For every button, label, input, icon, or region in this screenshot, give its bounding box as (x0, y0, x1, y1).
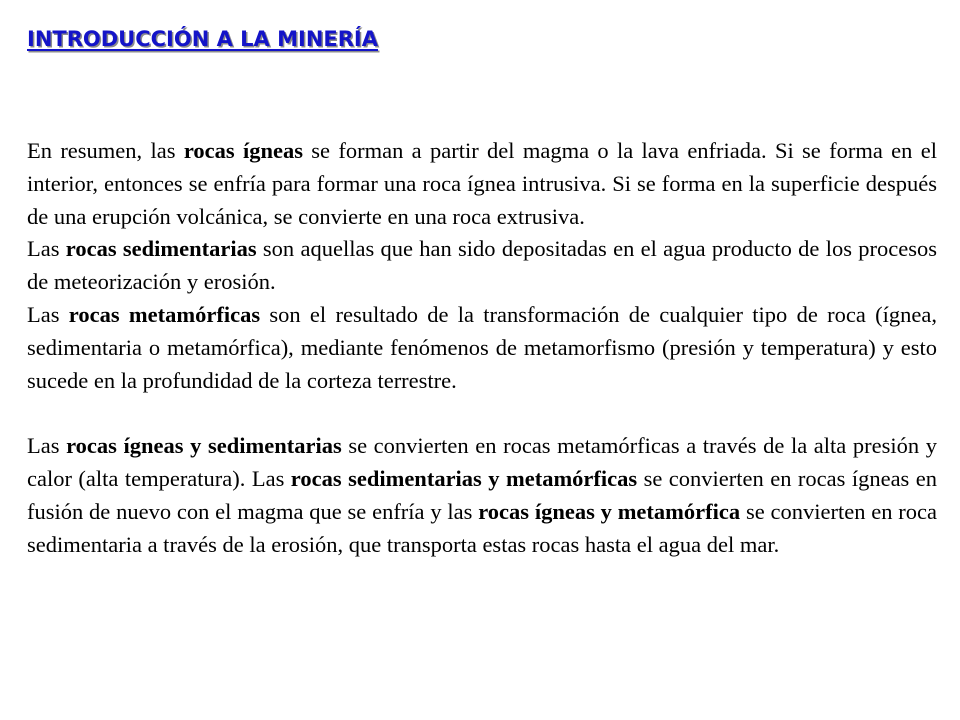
bold-term: rocas ígneas y sedimentarias (66, 433, 342, 459)
bold-term: rocas ígneas (183, 138, 303, 163)
bold-term: rocas sedimentarias y metamórficas (290, 465, 638, 491)
body-text (27, 135, 937, 561)
text-run: se convierten en rocas ígneas en fusión de nuevo con el magma que se enfría y las (27, 465, 937, 524)
text-run: se convierten en rocas metamórficas a través de la alta presión y calor (alta temperatura). Las (27, 433, 937, 491)
bold-term: rocas sedimentarias (65, 236, 257, 262)
paragraph-spacer (27, 397, 937, 430)
bold-term: rocas metamórficas (68, 301, 261, 327)
text-run: son aquellas que han sido depositadas en el agua producto de los procesos de meteorización y erosión. (27, 236, 937, 295)
bold-term: rocas ígneas y metamórfica (478, 498, 741, 524)
text-run: En resumen, las (27, 138, 184, 163)
text-run: se convierten en roca sedimentaria a través de la erosión, que transporta estas rocas hasta el agua del mar. (27, 498, 938, 557)
slide-title: INTRODUCCIÓN A LA MINERÍA (27, 27, 378, 51)
paragraph-igneous-rocks (27, 135, 937, 233)
text-run: Las (27, 236, 66, 262)
text-run: se forman a partir del magma o la lava enfriada. Si se forma en el interior, entonces se enfría para formar una roca ígnea intrusiva. Si se forma en la superficie después de una erupción volcánica, se convierte en una roca extrusiva. (27, 138, 937, 229)
text-run: Las (27, 301, 69, 327)
text-run: son el resultado de la transformación de cualquier tipo de roca (ígnea, sedimentaria o metamórfica), mediante fenómenos de metamorfismo (presión y temperatura) y esto sucede en la profundidad de la corteza terrestre. (27, 301, 937, 393)
text-run: Las (27, 433, 67, 459)
paragraph-sedimentary-rocks (27, 233, 937, 299)
paragraph-rock-cycle (27, 430, 937, 561)
paragraph-metamorphic-rocks (27, 299, 937, 397)
